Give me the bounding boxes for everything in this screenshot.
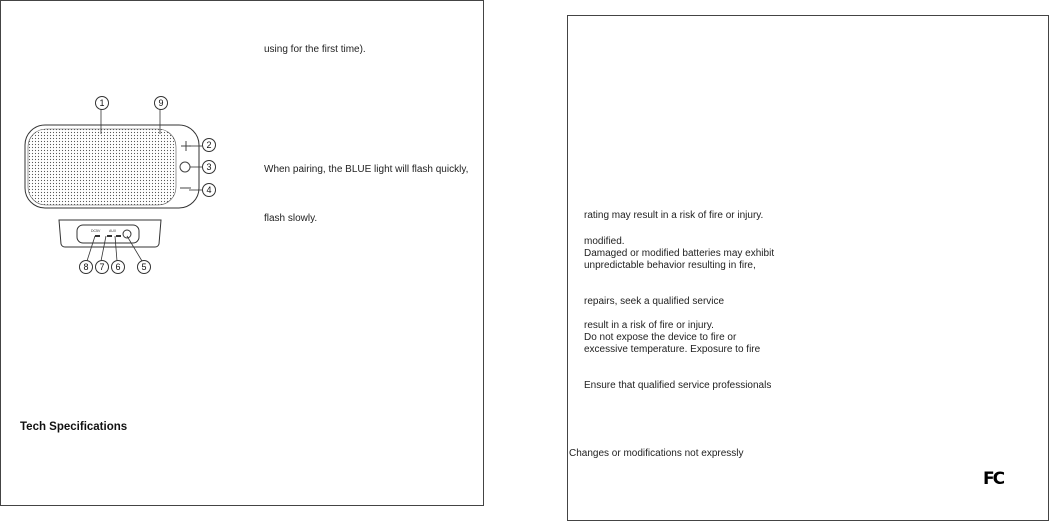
left-page xyxy=(0,0,484,506)
section-heading: Tech Specifications xyxy=(20,421,128,433)
callout-3: 3 xyxy=(202,160,216,174)
text-line: result in a risk of fire or injury. xyxy=(584,320,714,331)
callout-4: 4 xyxy=(202,183,216,197)
text-line: Changes or modifications not expressly xyxy=(569,448,744,459)
speaker-diagram xyxy=(19,89,224,284)
speaker-grille xyxy=(28,129,176,205)
text-line: When pairing, the BLUE light will flash quickly, xyxy=(264,164,469,175)
callout-5: 5 xyxy=(137,260,151,274)
fcc-logo: FC xyxy=(983,469,1004,489)
callout-6: 6 xyxy=(111,260,125,274)
text-line: unpredictable behavior resulting in fire, xyxy=(584,260,756,271)
callout-7: 7 xyxy=(95,260,109,274)
text-line: excessive temperature. Exposure to fire xyxy=(584,344,761,355)
text-line: using for the first time). xyxy=(264,44,366,55)
callout-9: 9 xyxy=(154,96,168,110)
text-line: Ensure that qualified service professionals xyxy=(584,380,772,391)
port-label-aux: AUX xyxy=(109,229,117,233)
text-line: Damaged or modified batteries may exhibit xyxy=(584,248,775,259)
text-line: Do not expose the device to fire or xyxy=(584,332,737,343)
callout-2: 2 xyxy=(202,138,216,152)
port-label-dc: DC5V xyxy=(91,229,101,233)
right-page xyxy=(567,15,1049,521)
callout-1: 1 xyxy=(95,96,109,110)
text-line: rating may result in a risk of fire or injury. xyxy=(584,210,764,221)
callout-8: 8 xyxy=(79,260,93,274)
text-line: flash slowly. xyxy=(264,213,318,224)
text-line: repairs, seek a qualified service xyxy=(584,296,725,307)
text-line: modified. xyxy=(584,236,625,247)
